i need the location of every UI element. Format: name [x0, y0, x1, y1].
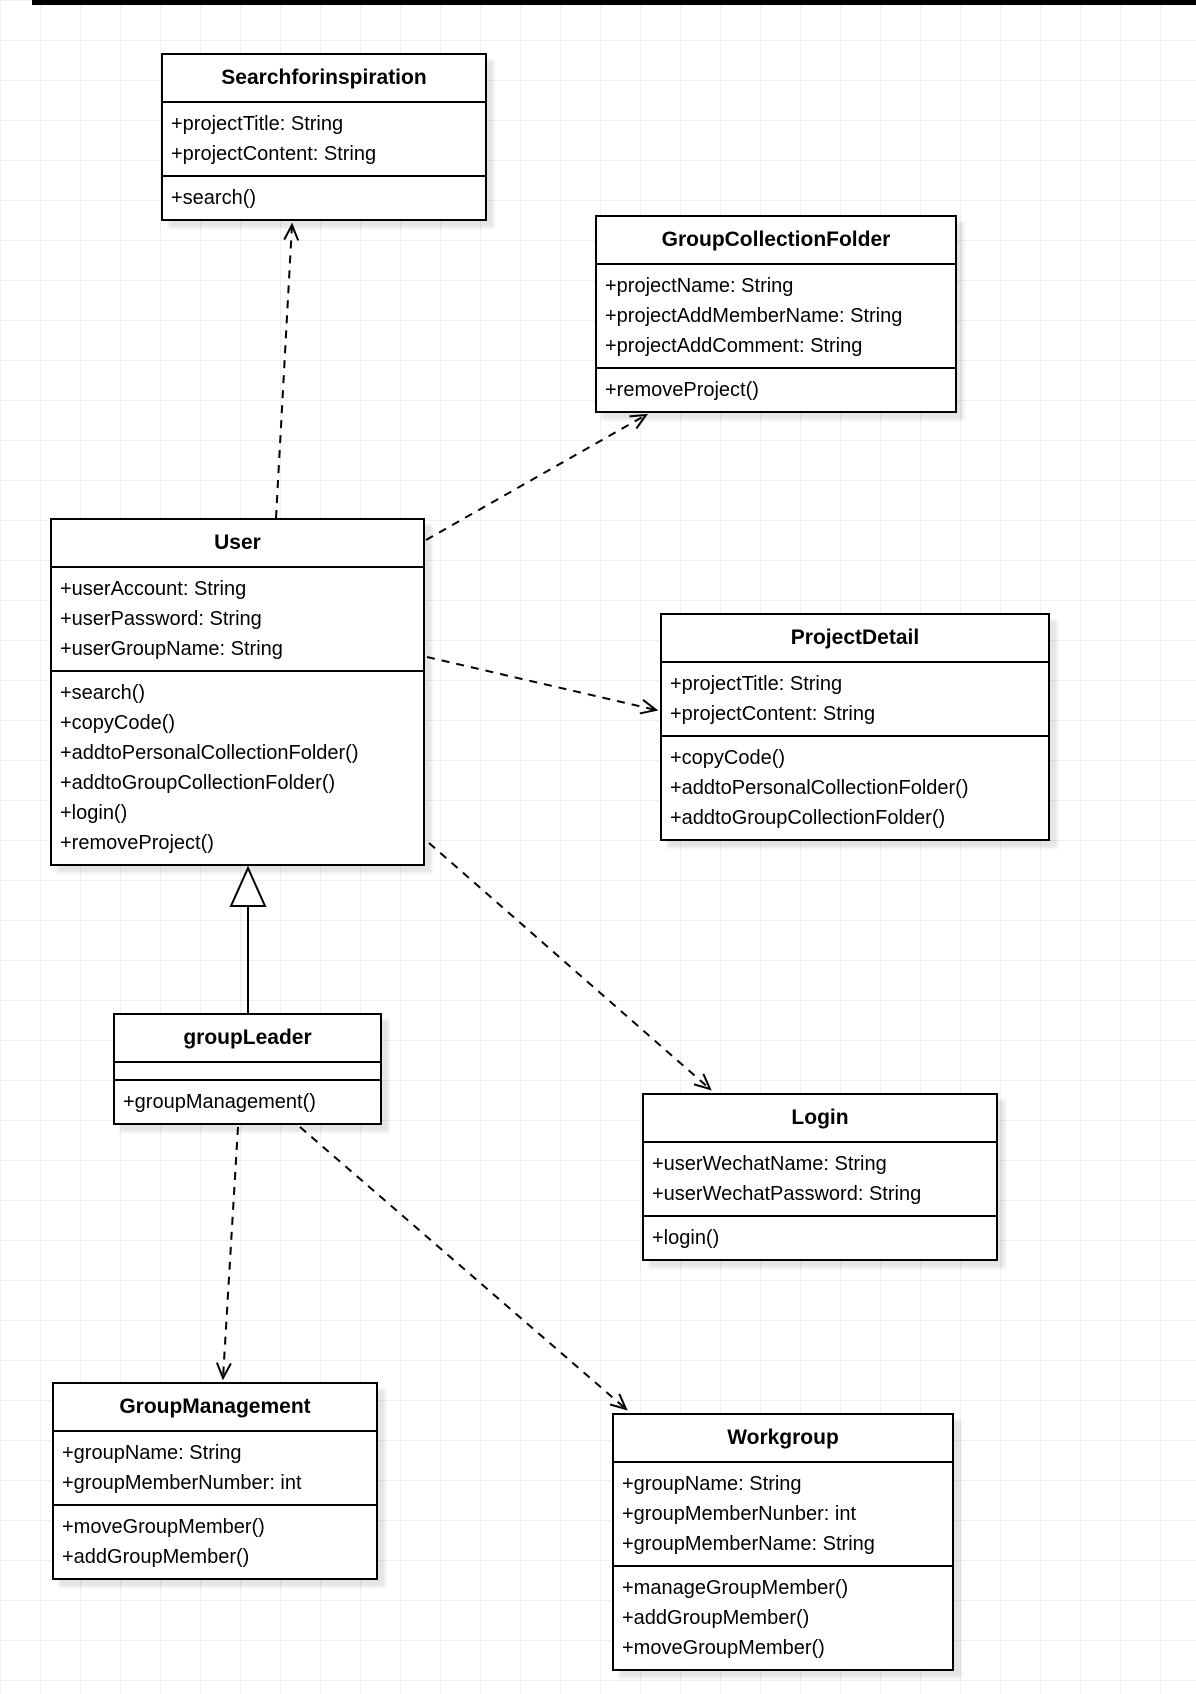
methods-section — [54, 1504, 376, 1578]
attributes-section — [163, 101, 485, 175]
attribute: +projectAddComment: String — [605, 335, 863, 357]
methods-section — [662, 735, 1048, 839]
method: +moveGroupMember() — [622, 1637, 825, 1659]
methods-section — [115, 1079, 380, 1123]
canvas-top-edge — [32, 0, 1196, 5]
method: +addtoGroupCollectionFolder() — [670, 807, 946, 829]
class-login[interactable] — [642, 1093, 998, 1261]
method: +login() — [60, 802, 128, 824]
attributes-section — [644, 1141, 996, 1215]
method: +addtoGroupCollectionFolder() — [60, 772, 336, 794]
method: +addtoPersonalCollectionFolder() — [60, 742, 359, 764]
attribute: +userGroupName: String — [60, 638, 283, 660]
class-projectdetail[interactable] — [660, 613, 1050, 841]
class-user[interactable] — [50, 518, 425, 866]
generalization-groupleader-to-user[interactable] — [231, 868, 265, 1013]
class-groupleader[interactable] — [113, 1013, 382, 1125]
class-title: ProjectDetail — [790, 626, 920, 649]
dependency-user-to-login[interactable] — [429, 843, 710, 1089]
dependency-user-to-groupcollectionfolder[interactable] — [426, 415, 646, 540]
attribute: +projectTitle: String — [670, 673, 843, 695]
method: +addtoPersonalCollectionFolder() — [670, 777, 969, 799]
method: +addGroupMember() — [62, 1546, 250, 1568]
attribute: +projectName: String — [605, 275, 794, 297]
attribute: +projectAddMemberName: String — [605, 305, 903, 327]
attributes-section — [614, 1461, 952, 1565]
method: +removeProject() — [60, 832, 214, 854]
attribute: +userWechatName: String — [652, 1153, 887, 1175]
methods-section — [52, 670, 423, 864]
class-title: GroupManagement — [119, 1395, 311, 1418]
method: +moveGroupMember() — [62, 1516, 265, 1538]
methods-section — [644, 1215, 996, 1259]
method: +search() — [171, 187, 257, 209]
attribute: +groupName: String — [62, 1442, 242, 1464]
attribute: +groupMemberName: String — [622, 1533, 875, 1555]
method: +copyCode() — [60, 712, 176, 734]
attributes-section — [662, 661, 1048, 735]
dependency-user-to-projectdetail[interactable] — [427, 657, 656, 710]
class-title: Login — [791, 1106, 849, 1129]
attributes-section — [115, 1061, 380, 1079]
method: +login() — [652, 1227, 720, 1249]
class-groupmanagement[interactable] — [52, 1382, 378, 1580]
attribute: +userAccount: String — [60, 578, 247, 600]
attributes-section — [54, 1430, 376, 1504]
methods-section — [597, 367, 955, 411]
method: +search() — [60, 682, 146, 704]
methods-section — [163, 175, 485, 219]
attributes-section — [597, 263, 955, 367]
attribute: +projectContent: String — [670, 703, 876, 725]
dependency-groupleader-to-groupmanagement[interactable] — [223, 1127, 238, 1378]
method: +groupManagement() — [123, 1091, 316, 1113]
attribute: +projectTitle: String — [171, 113, 344, 135]
methods-section — [614, 1565, 952, 1669]
class-groupcollectionfolder[interactable] — [595, 215, 957, 413]
class-searchforinspiration[interactable] — [161, 53, 487, 221]
method: +addGroupMember() — [622, 1607, 810, 1629]
attribute: +groupName: String — [622, 1473, 802, 1495]
attribute: +userWechatPassword: String — [652, 1183, 922, 1205]
class-title: Workgroup — [727, 1426, 839, 1449]
attribute: +userPassword: String — [60, 608, 262, 630]
attribute: +groupMemberNumber: int — [62, 1472, 302, 1494]
generalization-triangle-icon — [231, 868, 265, 906]
attributes-section — [52, 566, 423, 670]
attribute: +groupMemberNunber: int — [622, 1503, 857, 1525]
class-title: Searchforinspiration — [221, 66, 427, 89]
dependency-user-to-searchforinspiration[interactable] — [276, 225, 292, 518]
method: +manageGroupMember() — [622, 1577, 849, 1599]
method: +removeProject() — [605, 379, 759, 401]
class-title: GroupCollectionFolder — [661, 228, 891, 251]
class-title: User — [214, 531, 261, 554]
class-workgroup[interactable] — [612, 1413, 954, 1671]
class-title: groupLeader — [183, 1026, 312, 1049]
dependency-groupleader-to-workgroup[interactable] — [300, 1127, 626, 1409]
method: +copyCode() — [670, 747, 786, 769]
attribute: +projectContent: String — [171, 143, 377, 165]
